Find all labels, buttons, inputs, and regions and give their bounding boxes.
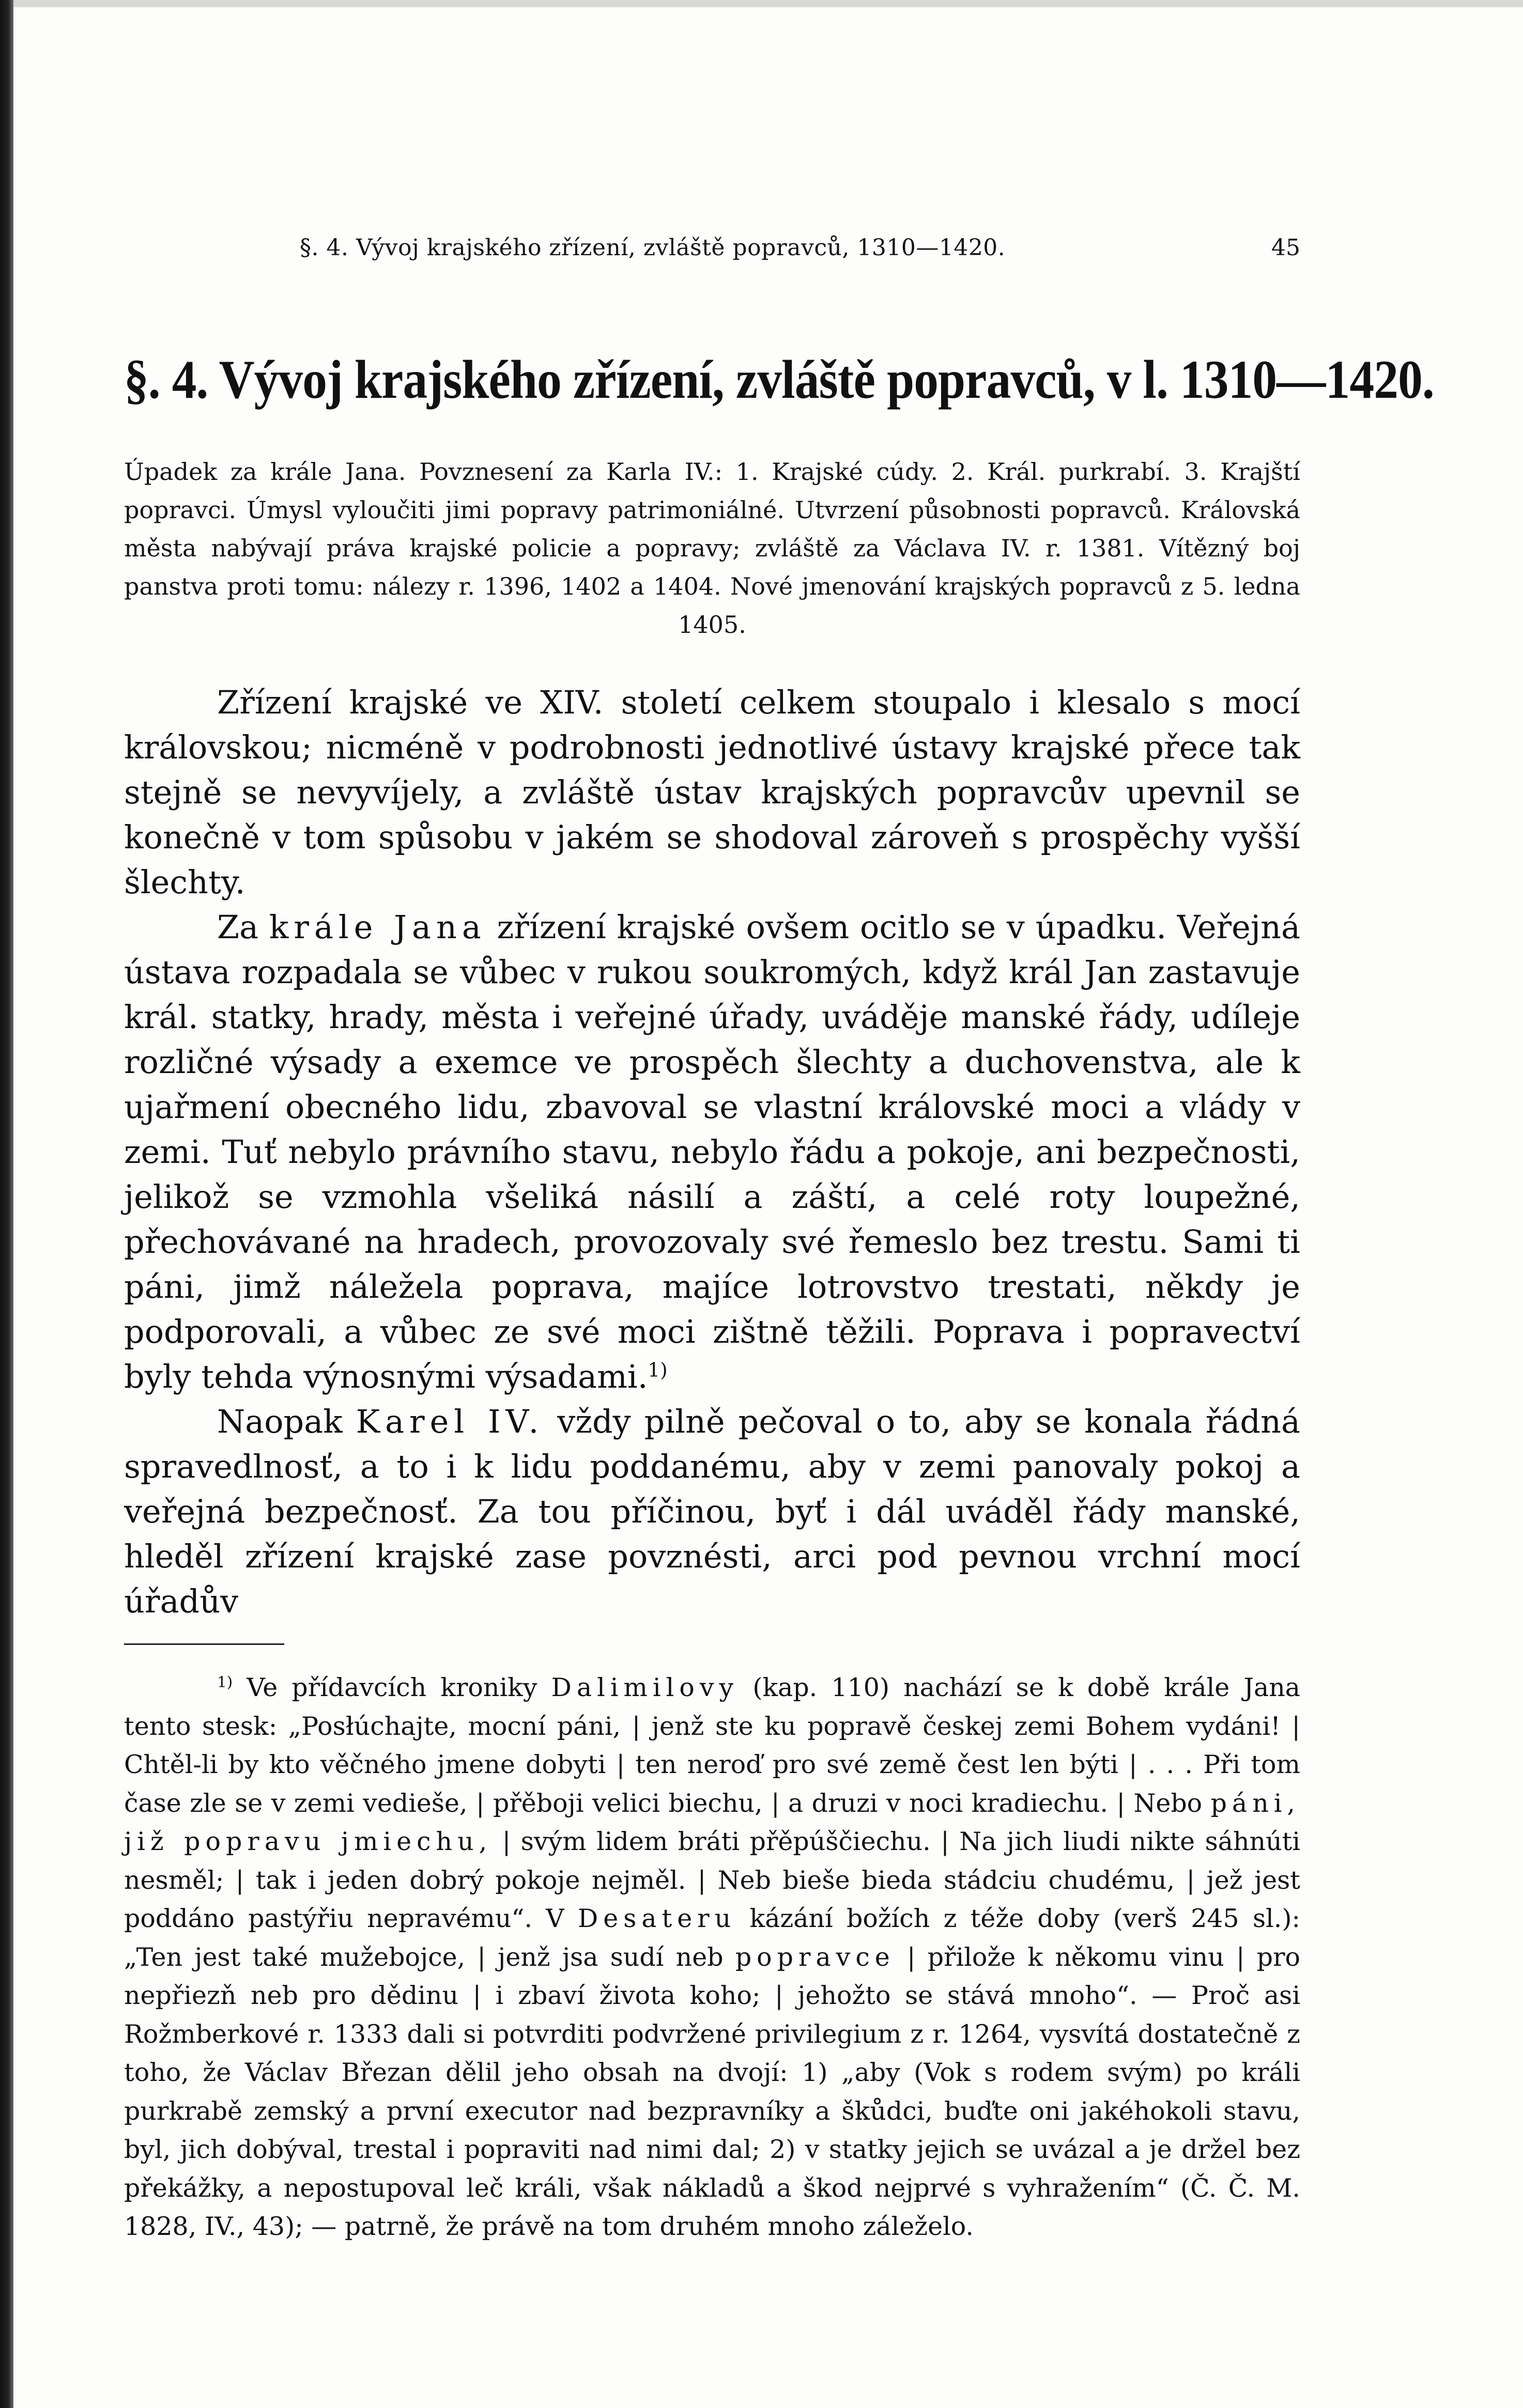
footnote-text-2: (kap. 110) nachází se k době krále Jana tento stesk: „Posłúchajte, mocní páni, | jenž ste ku popravě českej zemi Bohem vydáni! | Chtěl-li by kto věčného jmene dobyti | ten neroď pro své země čest len býti | . . . Při tom čase zle se v zemi vedieše, | přěboji velici biechu, | a druzi v noci kradiechu. | Nebo	[124, 1673, 1301, 1818]
p3-text: vždy pilně pečoval o to, aby se konala řádná spravedlnosť, a to i k lidu poddanému, aby v zemi panovaly pokoj a veřejná bezpečnosť. Za tou příčinou, byť i dál uváděl řády manské, hleděl zřízení krajské zase povznésti, arci pod pevnou vrchní mocí úřadův	[124, 1403, 1300, 1620]
footnote-text-5: | přilože k někomu vinu | pro nepřiezň neb pro dědinu | i zbaví života koho; | jehožto se stává mnoho“. — Proč asi Rožmberkové r. 1333 dali si potvrditi podvržené privilegium z r. 1264, vysvítá dostatečně z toho, že Václav Březan dělil jeho obsah na dvojí: 1) „aby (Vok s rodem svým) po králi purkrabě zemský a první executor nad bezpravníky a škůdci, buďte oni jakéhokoli stavu, byl, jich dobýval, trestal i popraviti nad nimi dal; 2) v statky jejich se uvázal a je držel bez překážky, a nepostupoval leč králi, však nákladů a škod nejprvé s vyhražením“ (Č. Č. M. 1828, IV., 43); — patrně, že právě na tom druhém mnoho záleželo.	[124, 1942, 1300, 2241]
running-head	[124, 224, 1300, 276]
paragraph-1: Zřízení krajské ve XIV. století celkem stoupalo i klesalo s mocí královskou; nicméně v podrobnosti jednotlivé ústavy krajské přece tak stejně se nevyvíjely, a zvláště ústav krajských popravcův upevnil se konečně v tom spůsobu v jakém se shodoval zároveň s prospěchy vyšší šlechty.	[124, 683, 1300, 901]
footnote-spaced-4: popravce	[735, 1942, 895, 1972]
section-summary: Úpadek za krále Jana. Povznesení za Karla IV.: 1. Krajské cúdy. 2. Král. purkrabí. 3. Krajští popravci. Úmysl vyloučiti jimi popravy patrimoniálné. Utvrzení působnosti popravců. Královská města nabývají práva krajské policie a popravy; zvláště za Václava IV. r. 1381. Vítězný boj panstva proti tomu: nálezy r. 1396, 1402 a 1404. Nové jmenování krajských popravců z 5. ledna 1405.	[124, 458, 1300, 639]
footnote-spaced-3: Desateru	[577, 1904, 736, 1933]
paragraph-3	[124, 1399, 1300, 1624]
footnote-divider	[124, 1643, 284, 1645]
page-content	[124, 224, 1434, 2246]
footnote-reference: 1)	[648, 1358, 668, 1381]
footnote	[124, 1669, 1300, 2246]
footnote-text-1: Ve přídavcích kroniky	[247, 1673, 537, 1702]
page-number: 45	[1271, 235, 1300, 261]
paragraph-2	[124, 905, 1300, 1399]
p3-start: Naopak	[217, 1403, 343, 1440]
footnote-marker: 1)	[217, 1673, 233, 1691]
footnote-spaced-2: páni, již popravu jmiechu,	[124, 1788, 1301, 1856]
section-title: §. 4. Vývoj krajského zřízení, zvláště popravců, v l. 1310—1420.	[124, 349, 1434, 410]
book-page	[7, 7, 1523, 2408]
p2-text: zřízení krajské ovšem ocitlo se v úpadku. Veřejná ústava rozpadala se vůbec v rukou soukromých, když král Jan zastavuje král. statky, hrady, města i veřejné úřady, uváděje manské řády, udíleje rozličné výsady a exemce ve prospěch šlechty a duchovenstva, ale k ujařmení obecného lidu, zbavoval se vlastní královské moci a vlády v zemi. Tuť nebylo právního stavu, nebylo řádu a pokoje, ani bezpečnosti, jelikož se vzmohla všeliká násilí a záští, a celé roty loupežné, přechovávané na hradech, provozovaly své řemeslo bez trestu. Sami ti páni, jimž náležela poprava, majíce lotrovstvo trestati, někdy je podporovali, a vůbec ze své moci zištně těžili. Poprava i popravectví byly tehda výnosnými výsadami.	[124, 908, 1300, 1395]
p2-spaced-name: krále Jana	[269, 908, 486, 946]
body-text	[124, 680, 1300, 1624]
footnote-text-3: | svým lidem bráti přěpúščiechu. | Na jich liudi nikte sáhnúti nesměl; | tak i jeden dobrý pokoje nejměl. | Neb bieše bieda stádciu chudému, | jež jest poddáno pastýřiu nepravému“. V	[124, 1827, 1301, 1933]
book-binding-edge	[0, 0, 13, 2408]
p2-start: Za	[217, 908, 259, 946]
footnote-spaced-1: Dalimilovy	[551, 1673, 739, 1702]
p3-spaced-name: Karel IV.	[356, 1403, 544, 1440]
page-top-edge	[0, 0, 1523, 7]
footnote-text-4: kázání božích z téže doby (verš 245 sl.): „Ten jest také mužebojce, | jenž jsa sudí neb	[124, 1904, 1300, 1972]
running-head-title: §. 4. Vývoj krajského zřízení, zvláště popravců, 1310—1420.	[300, 235, 1006, 261]
